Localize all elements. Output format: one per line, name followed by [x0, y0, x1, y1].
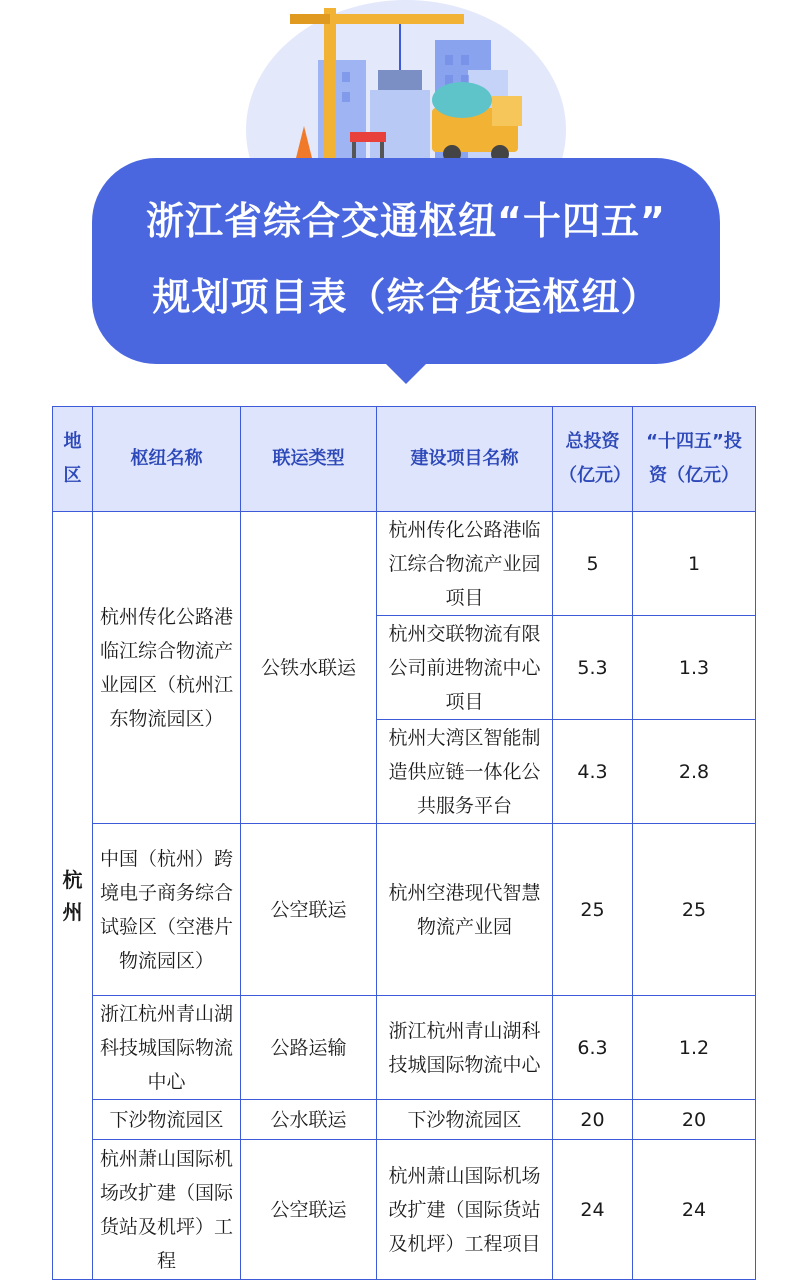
- hub-cell: 杭州萧山国际机场改扩建（国际货站及机坪）工程: [93, 1140, 241, 1280]
- page-title-line-2: 规划项目表（综合货运枢纽）: [152, 275, 660, 319]
- hero-illustration: [0, 0, 812, 400]
- total-cell: 20: [553, 1100, 633, 1140]
- table-row: [53, 996, 756, 1100]
- table-row: [53, 824, 756, 996]
- project-cell: 杭州萧山国际机场改扩建（国际货站及机坪）工程项目: [377, 1140, 553, 1280]
- title-banner: [92, 158, 720, 364]
- type-cell: 公空联运: [241, 824, 377, 996]
- header-plan: “十四五”投资（亿元）: [633, 407, 756, 512]
- header-project: 建设项目名称: [377, 407, 553, 512]
- building-2: [370, 90, 430, 160]
- type-cell: 公空联运: [241, 1140, 377, 1280]
- total-cell: 25: [553, 824, 633, 996]
- type-cell: 公水联运: [241, 1100, 377, 1140]
- header-hub: 枢纽名称: [93, 407, 241, 512]
- hub-cell: 杭州传化公路港临江综合物流产业园区（杭州江东物流园区）: [93, 512, 241, 824]
- table-row: [53, 1100, 756, 1140]
- total-cell: 4.3: [553, 720, 633, 824]
- header-type: 联运类型: [241, 407, 377, 512]
- project-table-container: [52, 406, 755, 1280]
- total-cell: 5: [553, 512, 633, 616]
- header-total: 总投资（亿元）: [553, 407, 633, 512]
- plan-cell: 2.8: [633, 720, 756, 824]
- plan-cell: 25: [633, 824, 756, 996]
- table-row: [53, 512, 756, 616]
- total-cell: 24: [553, 1140, 633, 1280]
- project-cell: 杭州传化公路港临江综合物流产业园项目: [377, 512, 553, 616]
- plan-cell: 1.3: [633, 616, 756, 720]
- plan-cell: 1.2: [633, 996, 756, 1100]
- hub-cell: 浙江杭州青山湖科技城国际物流中心: [93, 996, 241, 1100]
- page-title-line-1: 浙江省综合交通枢纽“十四五”: [146, 199, 666, 243]
- plan-cell: 20: [633, 1100, 756, 1140]
- total-cell: 5.3: [553, 616, 633, 720]
- project-cell: 下沙物流园区: [377, 1100, 553, 1140]
- region-cell: 杭州: [53, 512, 93, 1280]
- table-header-row: [53, 407, 756, 512]
- type-cell: 公路运输: [241, 996, 377, 1100]
- project-table: [52, 406, 756, 1280]
- project-cell: 杭州交联物流有限公司前进物流中心项目: [377, 616, 553, 720]
- plan-cell: 1: [633, 512, 756, 616]
- plan-cell: 24: [633, 1140, 756, 1280]
- project-cell: 杭州空港现代智慧物流产业园: [377, 824, 553, 996]
- hub-cell: 中国（杭州）跨境电子商务综合试验区（空港片物流园区）: [93, 824, 241, 996]
- table-row: [53, 1140, 756, 1280]
- type-cell: 公铁水联运: [241, 512, 377, 824]
- hub-cell: 下沙物流园区: [93, 1100, 241, 1140]
- total-cell: 6.3: [553, 996, 633, 1100]
- project-cell: 杭州大湾区智能制造供应链一体化公共服务平台: [377, 720, 553, 824]
- project-cell: 浙江杭州青山湖科技城国际物流中心: [377, 996, 553, 1100]
- header-region: 地区: [53, 407, 93, 512]
